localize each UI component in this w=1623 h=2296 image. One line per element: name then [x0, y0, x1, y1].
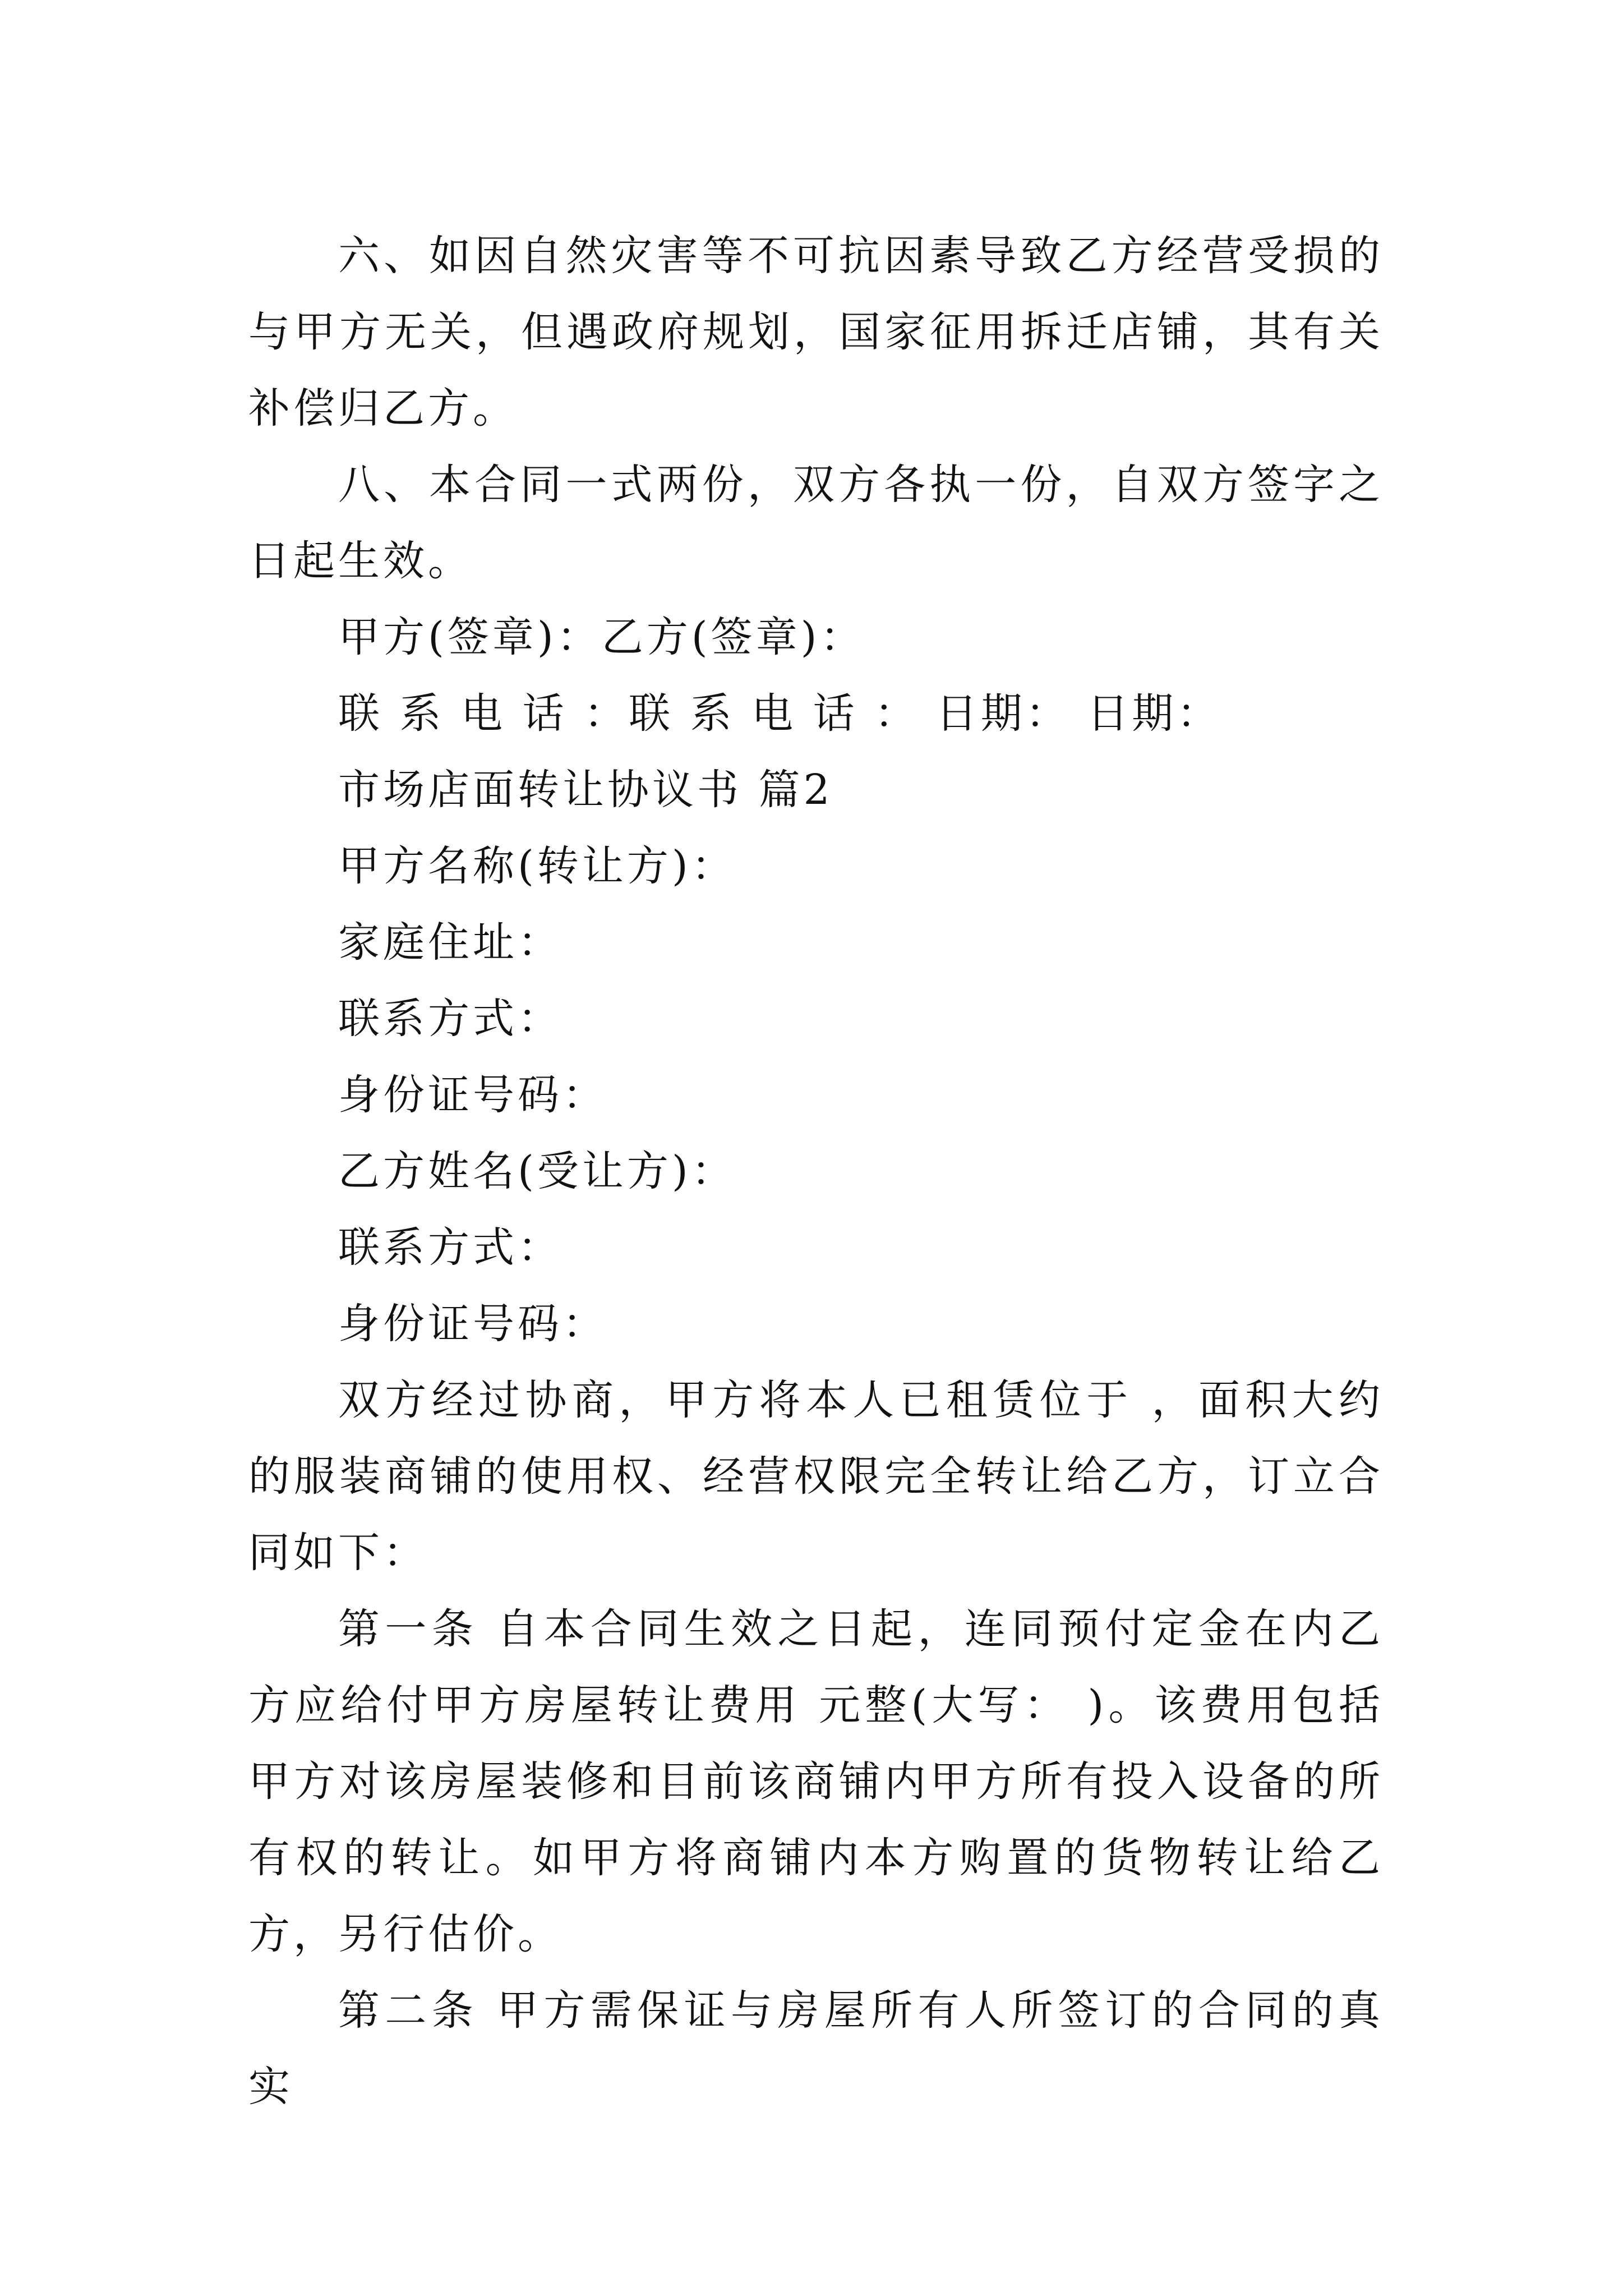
party-a-contact-field: 联系方式：: [338, 995, 562, 1043]
clause-eight-paragraph: 八、本合同一式两份，双方各执一份，自双方签字之日起生效。: [248, 461, 1384, 585]
party-b-name-field: 乙方姓名(受让方)：: [338, 1147, 736, 1195]
party-b-id-field: 身份证号码：: [338, 1300, 607, 1348]
party-a-address-field: 家庭住址：: [338, 918, 562, 967]
party-a-id-field: 身份证号码：: [338, 1071, 607, 1119]
clause-six-paragraph: 六、如因自然灾害等不可抗因素导致乙方经营受损的与甲方无关，但遇政府规划，国家征用拆迁店铺，其有关补偿归乙方。: [248, 232, 1384, 432]
article-one-paragraph: 第一条 自本合同生效之日起，连同预付定金在内乙方应给付甲方房屋转让费用 元整(大写： )。该费用包括甲方对该房屋装修和目前该商铺内甲方所有投入设备的所有权的转让。如甲方将商铺内本方购置的货物转让给乙方，另行估价。: [248, 1605, 1384, 1958]
contact-date-line: 联 系 电 话 ：联 系 电 话 ： 日期： 日期：: [338, 689, 1222, 738]
party-b-contact-field: 联系方式：: [338, 1223, 562, 1272]
signature-line: 甲方(签章)：乙方(签章)：: [338, 613, 865, 661]
article-two-paragraph: 第二条 甲方需保证与房屋所有人所签订的合同的真实: [248, 1986, 1384, 2111]
section-heading: 市场店面转让协议书 篇2: [338, 766, 833, 814]
document-body: [248, 218, 1400, 2125]
party-a-name-field: 甲方名称(转让方)：: [338, 842, 736, 890]
agreement-intro-paragraph: 双方经过协商，甲方将本人已租赁位于 ，面积大约 的服装商铺的使用权、经营权限完全转让给乙方，订立合同如下：: [248, 1376, 1400, 1577]
